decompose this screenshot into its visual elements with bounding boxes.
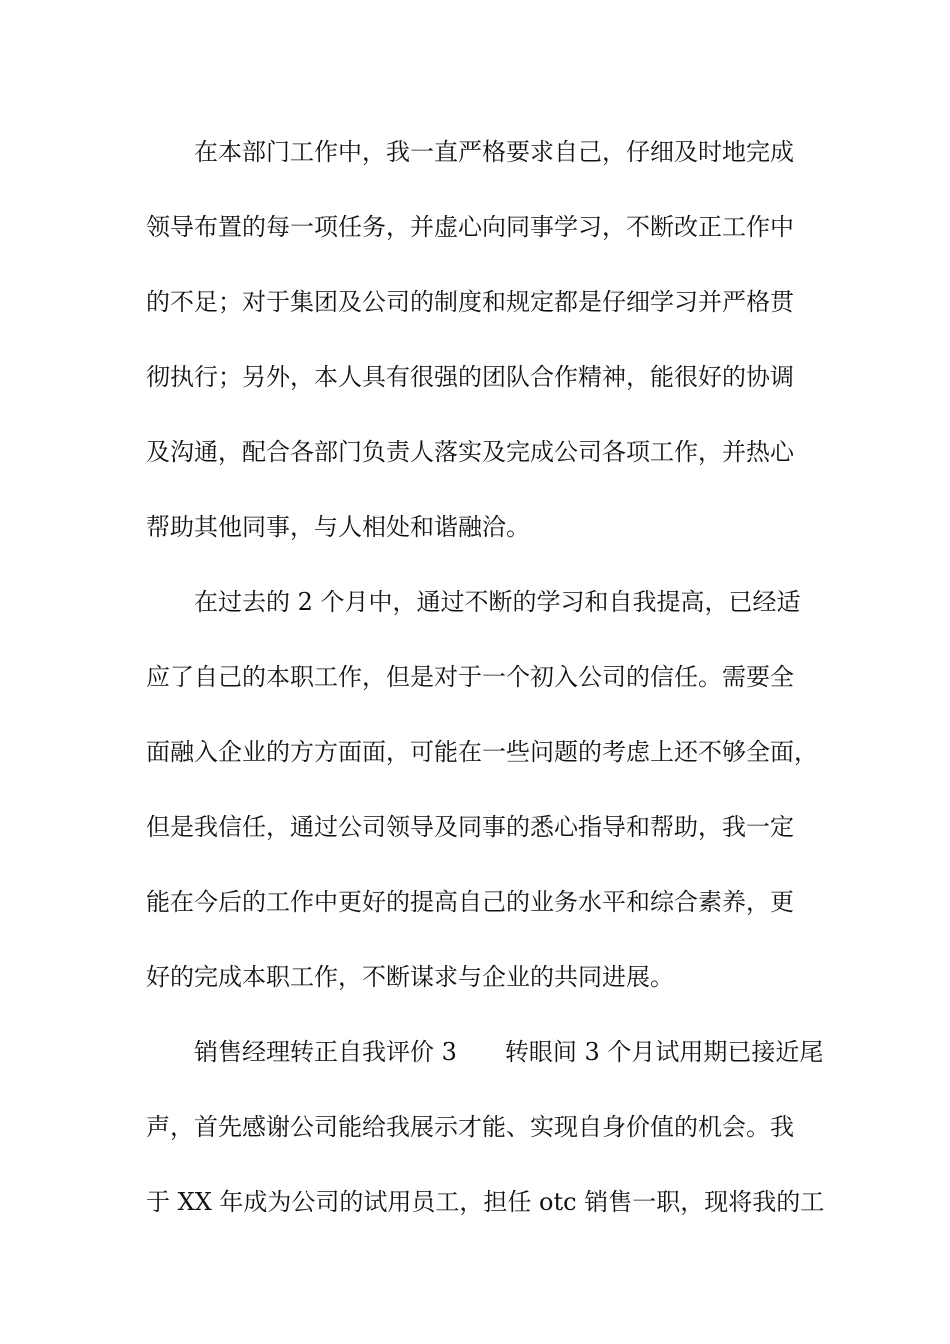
text-line: 于 XX 年成为公司的试用员工，担任 otc 销售一职，现将我的工: [146, 1188, 825, 1216]
text-line: 在本部门工作中，我一直严格要求自己，仔细及时地完成: [194, 138, 794, 166]
text-line: 领导布置的每一项任务，并虚心向同事学习，不断改正工作中: [146, 213, 794, 241]
document-body: [146, 128, 826, 1253]
text-line: 的不足；对于集团及公司的制度和规定都是仔细学习并严格贯: [146, 288, 794, 316]
text-line: 帮助其他同事，与人相处和谐融洽。: [146, 513, 530, 541]
text-line: 应了自己的本职工作，但是对于一个初入公司的信任。需要全: [146, 663, 794, 691]
text-line: 声，首先感谢公司能给我展示才能、实现自身价值的机会。我: [146, 1113, 794, 1141]
text-line: 但是我信任，通过公司领导及同事的悉心指导和帮助，我一定: [146, 813, 794, 841]
text-line: 好的完成本职工作，不断谋求与企业的共同进展。: [146, 963, 674, 991]
text-line: 能在今后的工作中更好的提高自己的业务水平和综合素养，更: [146, 888, 794, 916]
text-line: 及沟通，配合各部门负责人落实及完成公司各项工作，并热心: [146, 438, 794, 466]
text-line: 在过去的 2 个月中，通过不断的学习和自我提高，已经适: [194, 588, 801, 616]
text-line: 销售经理转正自我评价 3 转眼间 3 个月试用期已接近尾: [194, 1038, 824, 1066]
text-line: 面融入企业的方方面面，可能在一些问题的考虑上还不够全面，: [146, 738, 818, 766]
text-line: 彻执行；另外，本人具有很强的团队合作精神，能很好的协调: [146, 363, 794, 391]
